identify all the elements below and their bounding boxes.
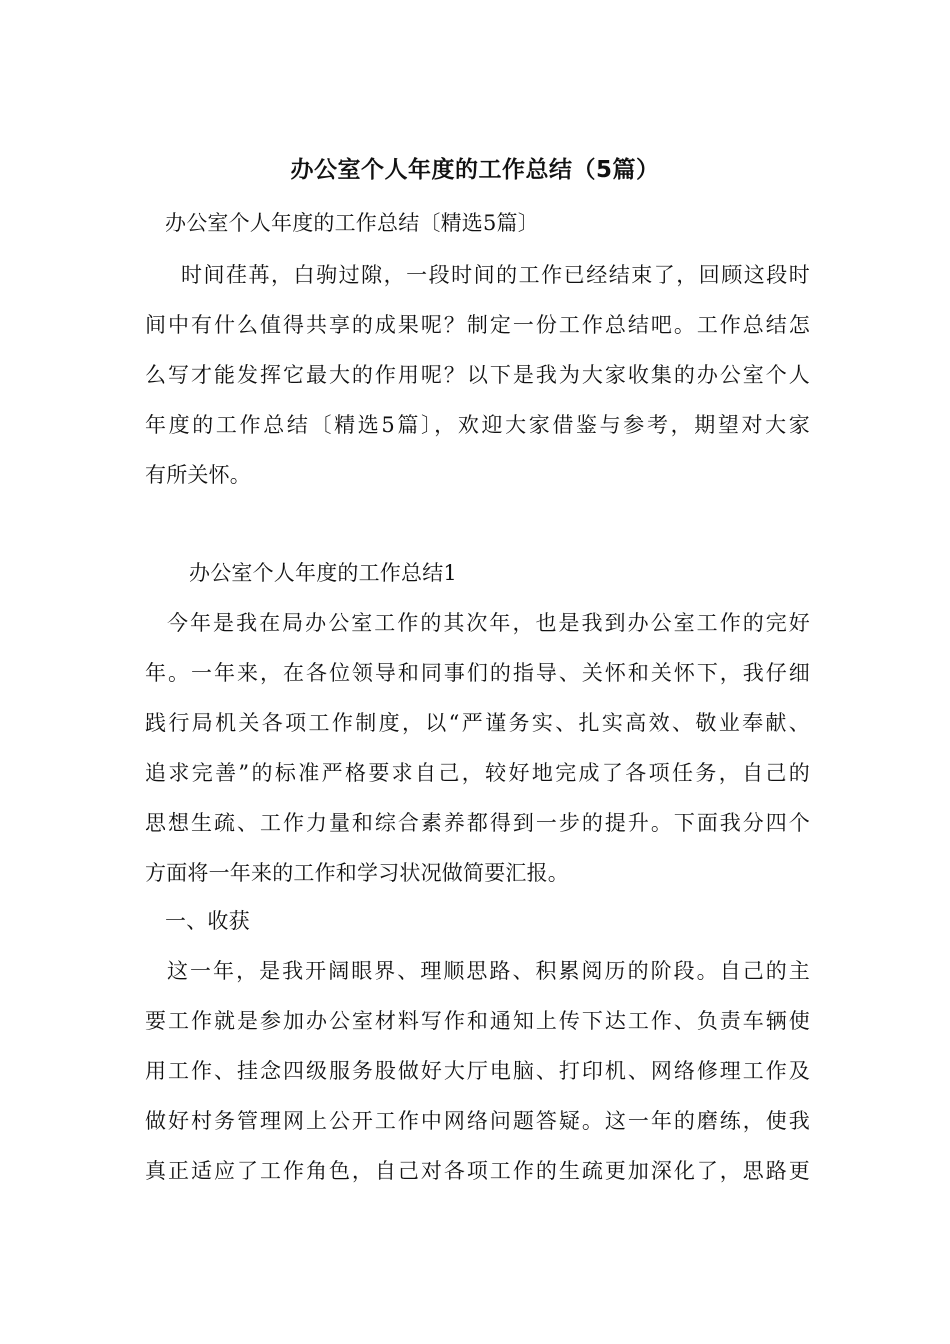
- para1-line-1: 今年是我在局办公室工作的其次年，也是我到办公室工作的完好: [167, 611, 810, 635]
- section1-heading: 办公室个人年度的工作总结1: [189, 561, 457, 585]
- intro-line-5: 有所关怀。: [145, 463, 251, 487]
- para2-line-1: 这一年，是我开阔眼界、理顺思路、积累阅历的阶段。自己的主: [167, 959, 810, 983]
- intro-line-2: 间中有什么值得共享的成果呢？制定一份工作总结吧。工作总结怎: [145, 313, 810, 337]
- para1-line-3: 践行局机关各项工作制度，以“严谨务实、扎实高效、敬业奉献、: [145, 711, 810, 735]
- para1-line-5: 思想生疏、工作力量和综合素养都得到一步的提升。下面我分四个: [145, 811, 810, 835]
- para1-line-2: 年。一年来，在各位领导和同事们的指导、关怀和关怀下，我仔细: [145, 661, 810, 685]
- para2-line-2: 要工作就是参加办公室材料写作和通知上传下达工作、负责车辆使: [145, 1009, 810, 1033]
- intro-line-4: 年度的工作总结〔精选5篇〕，欢迎大家借鉴与参考，期望对大家: [145, 413, 810, 437]
- document-title: 办公室个人年度的工作总结（5篇）: [290, 157, 660, 183]
- para2-line-5: 真正适应了工作角色，自己对各项工作的生疏更加深化了，思路更: [145, 1159, 810, 1183]
- para2-line-4: 做好村务管理网上公开工作中网络问题答疑。这一年的磨练，使我: [145, 1109, 810, 1133]
- para2-line-3: 用工作、挂念四级服务股做好大厅电脑、打印机、网络修理工作及: [145, 1059, 810, 1083]
- para1-line-4: 追求完善”的标准严格要求自己，较好地完成了各项任务，自己的: [145, 761, 810, 785]
- subheading-harvest: 一、收获: [165, 909, 250, 933]
- intro-line-3: 么写才能发挥它最大的作用呢？以下是我为大家收集的办公室个人: [145, 363, 810, 387]
- document-subtitle: 办公室个人年度的工作总结〔精选5篇〕: [165, 211, 539, 235]
- para1-line-6: 方面将一年来的工作和学习状况做简要汇报。: [145, 861, 569, 885]
- intro-line-1: 时间荏苒，白驹过隙，一段时间的工作已经结束了，回顾这段时: [181, 263, 810, 287]
